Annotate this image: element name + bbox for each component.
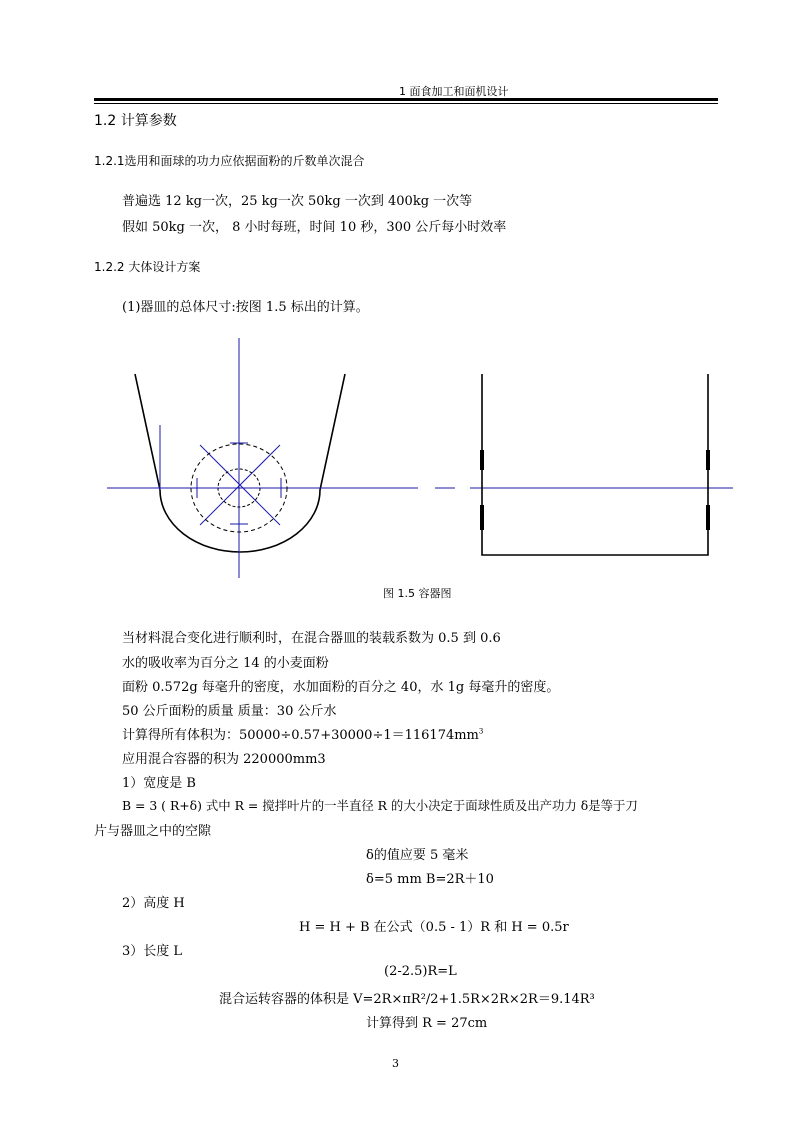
text-line: 片与器皿之中的空隙: [94, 824, 212, 839]
text-line: 3）长度 L: [122, 944, 183, 959]
formula-line: 混合运转容器的体积是 V=2R×πR²/2+1.5R×2R×2R＝9.14R³: [219, 992, 595, 1007]
container-outline: [135, 374, 345, 552]
section-heading: 1.2 计算参数: [94, 113, 177, 129]
text-line: 当材料混合变化进行顺利时，在混合器皿的装载系数为 0.5 到 0.6: [122, 631, 501, 646]
page-number: 3: [392, 1057, 399, 1070]
running-header: 1 面食加工和面机设计: [399, 85, 509, 98]
text-line: 50 公斤面粉的质量 质量：30 公斤水: [122, 704, 337, 719]
center-lines: [107, 338, 733, 578]
text-line: 面粉 0.572g 每毫升的密度，水加面粉的百分之 40，水 1g 每毫升的密度。: [122, 680, 560, 695]
container-front-view: [482, 374, 708, 555]
paragraph: (1)器皿的总体尺寸:按图 1.5 标出的计算。: [122, 300, 369, 315]
text-line: 2）高度 H: [122, 896, 185, 911]
text-line: 1）宽度是 B: [122, 776, 196, 791]
formula-line: (2-2.5)R=L: [384, 964, 457, 979]
subsection-heading-2: 1.2.2 大体设计方案: [94, 260, 201, 274]
paragraph: 假如 50kg 一次， 8 小时每班，时间 10 秒，300 公斤每小时效率: [122, 220, 507, 235]
text-line: 计算得到 R = 27cm: [366, 1016, 488, 1031]
container-box: [482, 374, 708, 555]
text-line: δ=5 mm B=2R＋10: [366, 872, 494, 887]
subsection-heading-1: 1.2.1选用和面球的功力应依据面粉的斤数单次混合: [94, 154, 365, 168]
figure-caption: 图 1.5 容器图: [383, 587, 452, 600]
text-line: 水的吸收率为百分之 14 的小麦面粉: [122, 656, 329, 671]
text-line: 计算得所有体积为：$50000\div 0.57+30000\div 1=116174mm^3$: [122, 727, 484, 743]
text-line: 应用混合容器的积为 220000mm3: [122, 752, 326, 767]
paragraph: 普遍选 12 kg一次，25 kg一次 50kg 一次到 400kg 一次等: [122, 194, 473, 209]
text-line: B = 3 ( R+δ) 式中 R = 搅拌叶片的一半直径 R 的大小决定于面球性质及出产功力 δ是等于刀: [122, 798, 638, 813]
formula-line: H = H + B 在公式（0.5 - 1）R 和 H = 0.5r: [299, 920, 569, 935]
container-side-view: [135, 374, 345, 552]
text-line: δ的值应要 5 毫米: [366, 848, 469, 863]
